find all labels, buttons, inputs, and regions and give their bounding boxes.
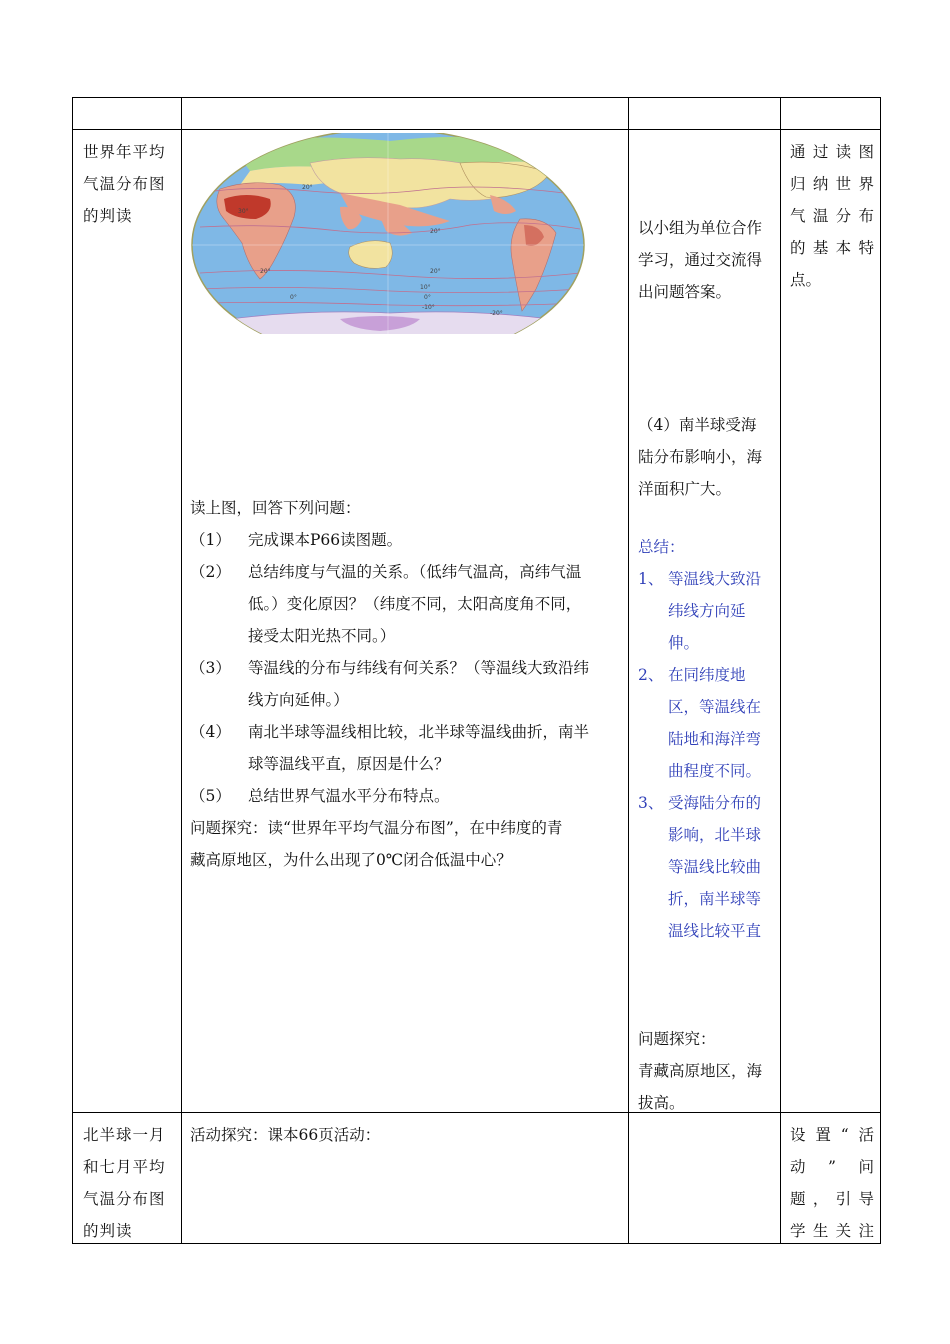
student-line: 以小组为单位合作 xyxy=(638,219,763,237)
topic-line: 北半球一月 xyxy=(83,1126,166,1144)
topic-line: 的判读 xyxy=(83,1222,133,1240)
explore-line: 藏高原地区，为什么出现了0℃闭合低温中心？ xyxy=(190,851,512,869)
student-line: （4）南半球受海 xyxy=(638,416,757,434)
summary-title xyxy=(638,531,774,563)
intro-text xyxy=(190,492,622,524)
summary-item-1 xyxy=(638,563,774,659)
section1-topic xyxy=(83,136,175,232)
question-line: 总结世界气温水平分布特点。 xyxy=(248,787,450,805)
topic-line: 气温分布图 xyxy=(83,1190,166,1208)
question-1 xyxy=(190,524,622,556)
section2-design-intent xyxy=(790,1119,874,1247)
student-line: 洋面积广大。 xyxy=(638,480,732,498)
student-line: 陆分布影响小，海 xyxy=(638,448,763,466)
col-divider-3 xyxy=(780,97,781,1244)
student-activity-b xyxy=(638,409,774,505)
question-2 xyxy=(190,556,622,652)
summary-line: 陆地和海洋弯 xyxy=(668,730,762,748)
summary-item-3 xyxy=(638,787,774,947)
explore-answer xyxy=(638,1023,774,1119)
topic-line: 世界年平均 xyxy=(83,143,166,161)
question-line: 等温线的分布与纬线有何关系？（等温线大致沿纬 xyxy=(248,659,590,677)
col-divider-1 xyxy=(181,97,182,1244)
summary-line: 伸。 xyxy=(668,634,700,652)
isotherm-label: -20° xyxy=(490,310,503,317)
activity-line: 活动探究：课本66页活动： xyxy=(190,1126,381,1144)
explore-answer-line: 青藏高原地区，海 xyxy=(638,1062,763,1080)
table-bottom-border xyxy=(72,1243,881,1244)
question-3 xyxy=(190,652,622,716)
summary-line: 曲程度不同。 xyxy=(668,762,762,780)
summary-line: 受海陆分布的 xyxy=(668,794,762,812)
summary-title-text: 总结： xyxy=(638,538,685,556)
section2-topic xyxy=(83,1119,175,1247)
intent-line: 气温分布 xyxy=(790,207,874,225)
section2-activity xyxy=(190,1119,622,1151)
question-number: （5） xyxy=(190,787,231,805)
intent-line: 归纳世界 xyxy=(790,175,874,193)
explore-question xyxy=(190,812,622,876)
world-annual-temperature-map xyxy=(190,133,586,334)
col-divider-2 xyxy=(628,97,629,1244)
summary-number: 3、 xyxy=(638,794,664,812)
isotherm-label: 20° xyxy=(260,268,271,275)
intent-line: 点。 xyxy=(790,271,822,289)
isotherm-label: 20° xyxy=(430,228,441,235)
question-line: 完成课本P66读图题。 xyxy=(248,531,403,549)
summary-item-2 xyxy=(638,659,774,787)
question-4 xyxy=(190,716,622,780)
map-svg xyxy=(190,133,586,334)
student-activity-a xyxy=(638,212,774,308)
isotherm-label: 10° xyxy=(420,284,431,291)
isotherm-label: -10° xyxy=(422,304,435,311)
isotherm-label: 20° xyxy=(302,184,313,191)
section1-design-intent xyxy=(790,136,874,296)
topic-line: 气温分布图 xyxy=(83,175,166,193)
isotherm-label: 0° xyxy=(290,294,297,301)
question-line: 南北半球等温线相比较，北半球等温线曲折，南半 xyxy=(248,723,590,741)
topic-line: 和七月平均 xyxy=(83,1158,166,1176)
explore-answer-line: 问题探究： xyxy=(638,1030,716,1048)
question-line: 低。）变化原因？（纬度不同，太阳高度角不同， xyxy=(248,595,582,613)
question-number: （1） xyxy=(190,531,231,549)
explore-answer-line: 拔高。 xyxy=(638,1094,685,1112)
summary-line: 纬线方向延 xyxy=(668,602,746,620)
table-left-border xyxy=(72,97,73,1244)
question-line: 球等温线平直，原因是什么？ xyxy=(248,755,450,773)
table-top-border xyxy=(72,97,881,98)
summary-line: 区，等温线在 xyxy=(668,698,762,716)
intro-line: 读上图，回答下列问题： xyxy=(190,499,361,517)
summary-line: 等温线比较曲 xyxy=(668,858,762,876)
question-number: （4） xyxy=(190,723,231,741)
summary-line: 影响，北半球 xyxy=(668,826,762,844)
header-row-bottom-border xyxy=(72,129,881,130)
question-5 xyxy=(190,780,622,812)
explore-line: 问题探究：读“世界年平均气温分布图”，在中纬度的青 xyxy=(190,819,563,837)
student-line: 出问题答案。 xyxy=(638,283,732,301)
summary-line: 温线比较平直 xyxy=(668,922,762,940)
question-line: 总结纬度与气温的关系。（低纬气温高，高纬气温 xyxy=(248,563,582,581)
intent-line: 学生关注 xyxy=(790,1222,874,1240)
summary-number: 1、 xyxy=(638,570,664,588)
intent-line: 设置“活 xyxy=(790,1126,874,1144)
summary-number: 2、 xyxy=(638,666,664,684)
intent-line: 动”问 xyxy=(790,1158,874,1176)
summary-line: 折，南半球等 xyxy=(668,890,762,908)
summary-line: 在同纬度地 xyxy=(668,666,746,684)
topic-line: 的判读 xyxy=(83,207,133,225)
isotherm-label: 30° xyxy=(238,208,249,215)
isotherm-label: 0° xyxy=(424,294,431,301)
question-line: 线方向延伸。） xyxy=(248,691,349,709)
question-number: （3） xyxy=(190,659,231,677)
question-line: 接受太阳光热不同。） xyxy=(248,627,396,645)
summary-line: 等温线大致沿 xyxy=(668,570,762,588)
student-line: 学习，通过交流得 xyxy=(638,251,763,269)
isotherm-label: 20° xyxy=(430,268,441,275)
intent-line: 的基本特 xyxy=(790,239,874,257)
intent-line: 通过读图 xyxy=(790,143,874,161)
question-number: （2） xyxy=(190,563,231,581)
intent-line: 题，引导 xyxy=(790,1190,874,1208)
table-right-border xyxy=(880,97,881,1244)
